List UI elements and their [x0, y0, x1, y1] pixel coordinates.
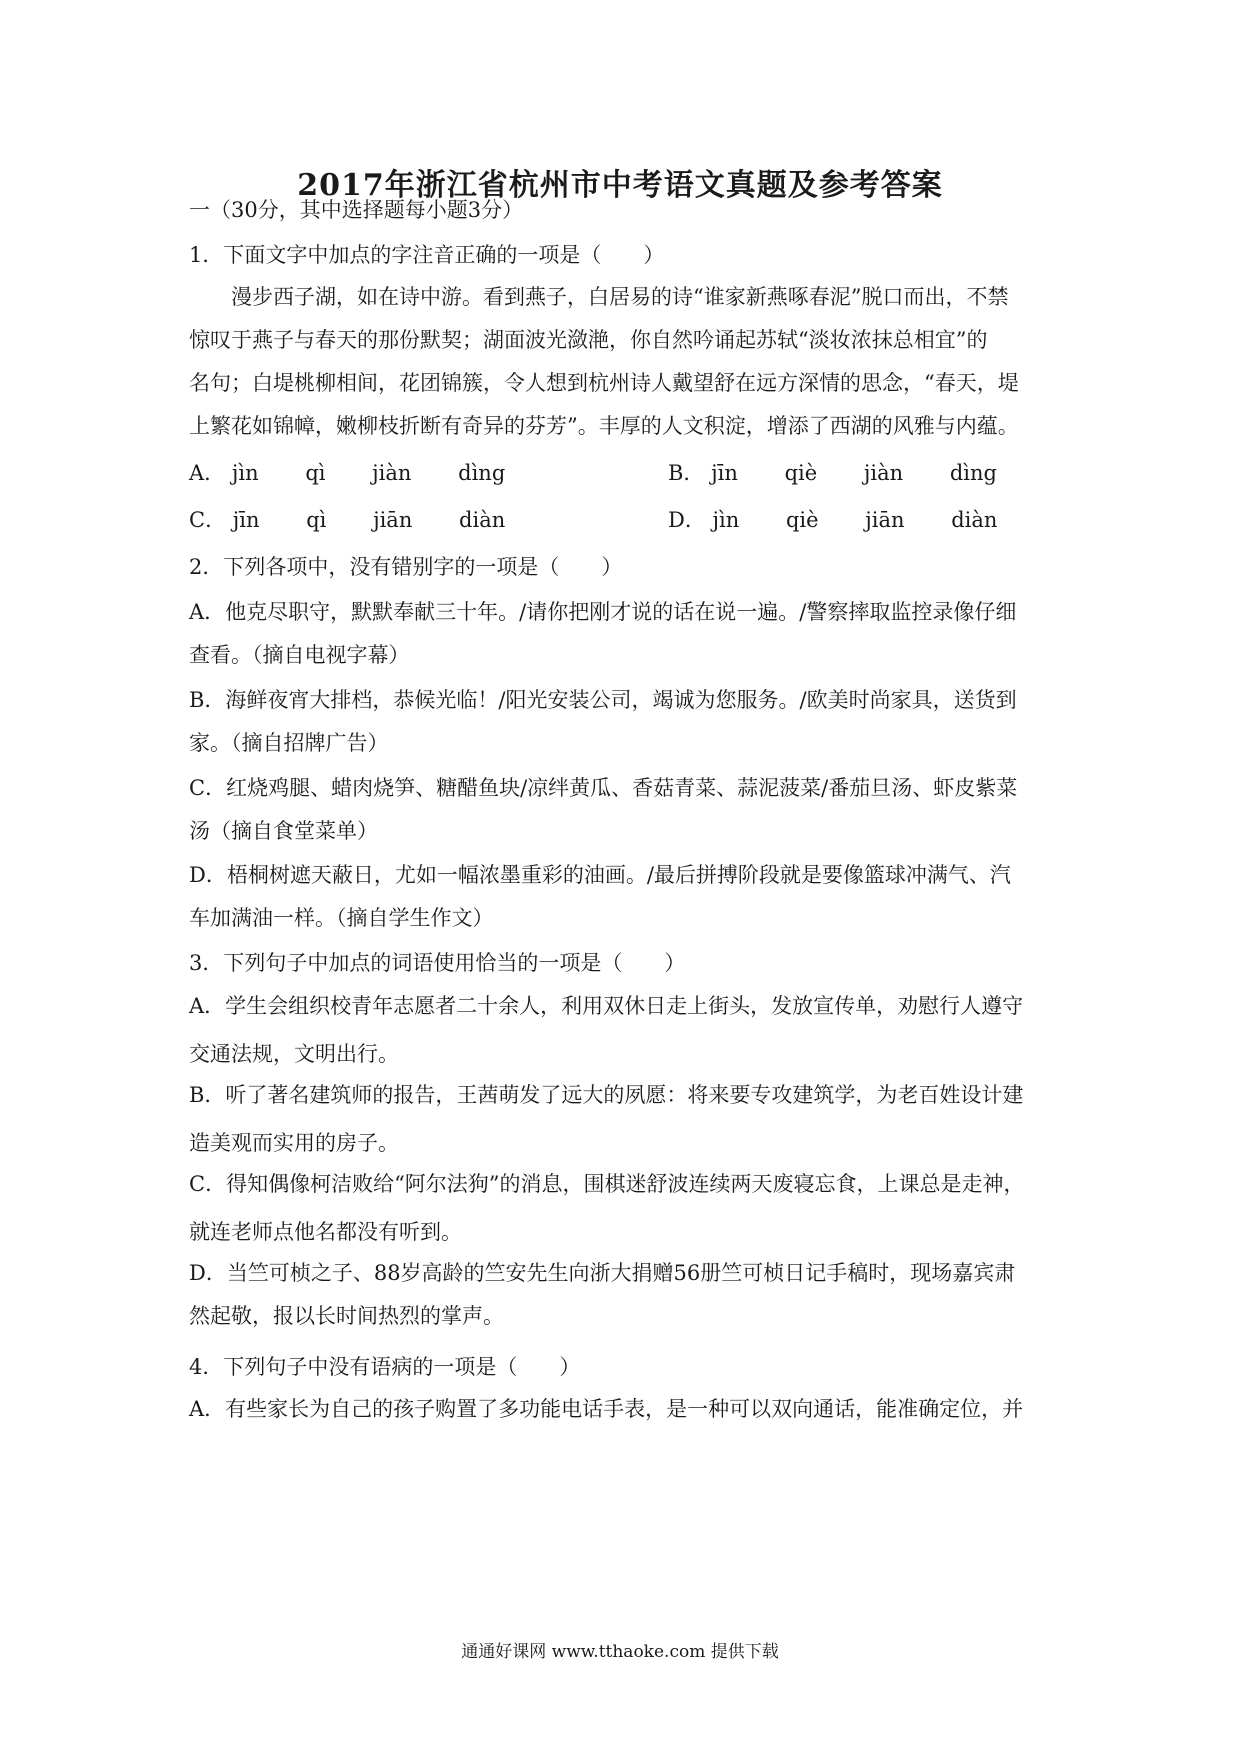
pinyin: jiān: [373, 508, 413, 532]
q2-stem: 2．下列各项中，没有错别字的一项是（ ）: [189, 555, 623, 579]
pinyin: diàn: [951, 508, 998, 532]
section-heading: 一（30分，其中选择题每小题3分）: [189, 198, 524, 222]
q1-option-b: [668, 463, 1037, 484]
q3-line: C．得知偶像柯洁败给“阿尔法狗”的消息，围棋迷舒波连续两天废寝忘食，上课总是走神，: [189, 1172, 1025, 1196]
q4-stem: 4．下列句子中没有语病的一项是（ ）: [189, 1355, 581, 1379]
pinyin: jīn: [711, 461, 738, 485]
q1-stem: 1．下面文字中加点的字注音正确的一项是（ ）: [189, 243, 665, 267]
q1-passage-line: 名句；白堤桃柳相间，花团锦簇，令人想到杭州诗人戴望舒在远方深情的思念，“春天，堤: [189, 371, 1019, 395]
q1-passage-line: 惊叹于燕子与春天的那份默契；湖面波光潋滟，你自然吟诵起苏轼“淡妆浓抹总相宜”的: [189, 328, 988, 352]
pinyin: jiàn: [372, 461, 412, 485]
q4-line: A．有些家长为自己的孩子购置了多功能电话手表，是一种可以双向通话，能准确定位，并: [189, 1397, 1024, 1421]
q2-line: 家。（摘自招牌广告）: [189, 731, 389, 755]
q2-line: B．海鲜夜宵大排档，恭候光临！/阳光安装公司，竭诚为您服务。/欧美时尚家具，送货到: [189, 688, 1017, 712]
q2-line: 查看。（摘自电视字幕）: [189, 643, 410, 667]
option-label: D．: [668, 508, 706, 532]
q3-stem: 3．下列句子中加点的词语使用恰当的一项是（ ）: [189, 951, 686, 975]
pinyin: diàn: [459, 508, 506, 532]
q2-line: 汤（摘自食堂菜单）: [189, 819, 378, 843]
q1-passage-line: 上繁花如锦幛，嫩柳枝折断有奇异的芬芳”。丰厚的人文积淀，增添了西湖的风雅与内蕴。: [189, 414, 1019, 438]
pinyin: dìng: [458, 461, 506, 485]
pinyin: jīn: [232, 508, 260, 532]
q2-line: A．他克尽职守，默默奉献三十年。/请你把刚才说的话在说一遍。/警察摔取监控录像仔细: [189, 600, 1017, 624]
q3-line: D．当竺可桢之子、88岁高龄的竺安先生向浙大捐赠56册竺可桢日记手稿时，现场嘉宾肃: [189, 1261, 1016, 1285]
option-label: B．: [668, 461, 705, 485]
page-title: 2017年浙江省杭州市中考语文真题及参考答案: [297, 168, 943, 203]
q3-line: B．听了著名建筑师的报告，王茜萌发了远大的夙愿：将来要专攻建筑学，为老百姓设计建: [189, 1083, 1024, 1107]
q3-line: 就连老师点他名都没有听到。: [189, 1220, 462, 1244]
q1-passage-line: 漫步西子湖，如在诗中游。看到燕子，白居易的诗“谁家新燕啄春泥”脱口而出，不禁: [231, 285, 1009, 309]
q2-line: C．红烧鸡腿、蜡肉烧笋、糖醋鱼块/凉绊黄瓜、香菇青菜、蒜泥菠菜/番茄旦汤、虾皮紫菜: [189, 776, 1018, 800]
q3-line: 然起敬，报以长时间热烈的掌声。: [189, 1304, 504, 1328]
pinyin: dìng: [949, 461, 997, 485]
pinyin: jìn: [231, 461, 259, 485]
page-footer: 通通好课网 www.tthaoke.com 提供下载: [461, 1642, 779, 1662]
q1-option-a: [189, 463, 545, 484]
q3-line: A．学生会组织校青年志愿者二十余人，利用双休日走上街头，发放宣传单，劝慰行人遵守: [189, 994, 1024, 1018]
pinyin: jiān: [865, 508, 905, 532]
option-label: A．: [189, 461, 226, 485]
option-label: C．: [189, 508, 227, 532]
pinyin: qiè: [785, 508, 819, 532]
pinyin: jìn: [712, 508, 740, 532]
q1-option-d: [668, 510, 1037, 531]
pinyin: jiàn: [863, 461, 904, 485]
q3-line: 交通法规，文明出行。: [189, 1042, 399, 1066]
pinyin: qì: [306, 508, 327, 532]
q2-line: D．梧桐树遮天蔽日，尤如一幅浓墨重彩的油画。/最后拼搏阶段就是要像篮球冲满气、汽: [189, 863, 1011, 887]
q1-option-c: [189, 510, 545, 531]
pinyin: qì: [305, 461, 326, 485]
q3-line: 造美观而实用的房子。: [189, 1131, 399, 1155]
q2-line: 车加满油一样。（摘自学生作文）: [189, 906, 494, 930]
pinyin: qiè: [784, 461, 818, 485]
